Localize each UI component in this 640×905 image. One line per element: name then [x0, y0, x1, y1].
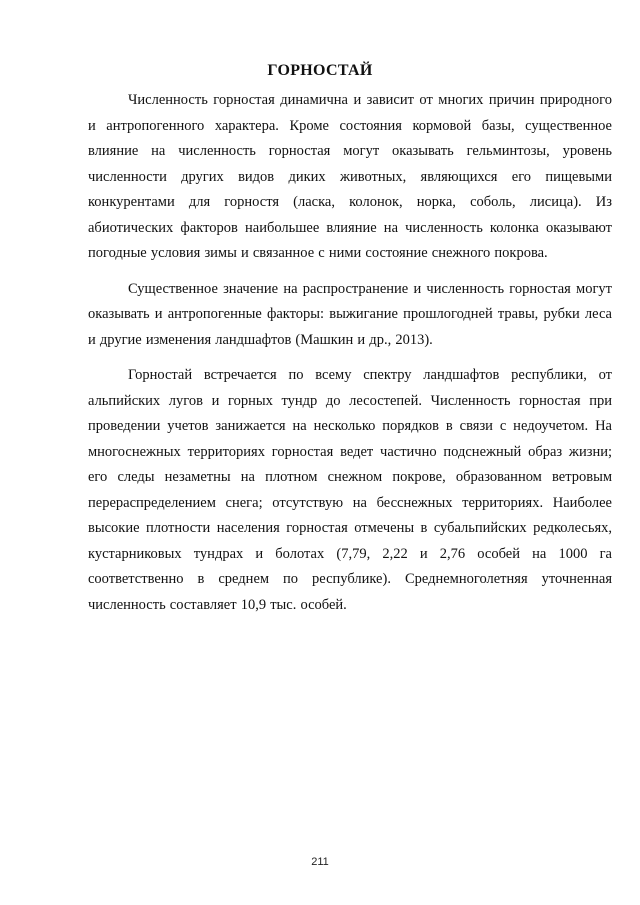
paragraph-3: Горностай встречается по всему спектру ландшафтов республики, от альпийских лугов и горных тундр до лесостепей. Численность горностая при проведении учетов занижается на несколько порядков в связи с недоучетом. На многоснежных территориях горностая ведет частично подснежный образ жизни; его следы незаметны на плотном снежном покрове, образованном ветровым перераспределением снега; отсутствую на бесснежных территориях. Наиболее высокие плотности населения горностая отмечены в субальпийских редколесьях, кустарниковых тундрах и болотах (7,79, 2,22 и 2,76 особей на 1000 га соответственно в среднем по республике). Среднемноголетняя уточненная численность составляет 10,9 тыс. особей. [88, 367, 612, 613]
body-text [88, 88, 612, 628]
paragraph-1: Численность горностая динамична и зависит от многих причин природного и антропогенного характера. Кроме состояния кормовой базы, существенное влияние на численность горностая могут оказывать гельминтозы, уровень численности других видов диких животных, являющихся его пищевыми конкурентами для горностя (ласка, колонок, норка, соболь, лисица). Из абиотических факторов наибольшее влияние на численность колонка оказывают погодные условия зимы и связанное с ними состояние снежного покрова. [88, 92, 612, 261]
paragraph-2: Существенное значение на распространение и численность горностая могут оказывать и антропогенные факторы: выжигание прошлогодней травы, рубки леса и другие изменения ландшафтов (Машкин и др., 2013). [88, 280, 612, 348]
page-title: ГОРНОСТАЙ [267, 62, 373, 79]
page-number: 211 [311, 856, 329, 868]
